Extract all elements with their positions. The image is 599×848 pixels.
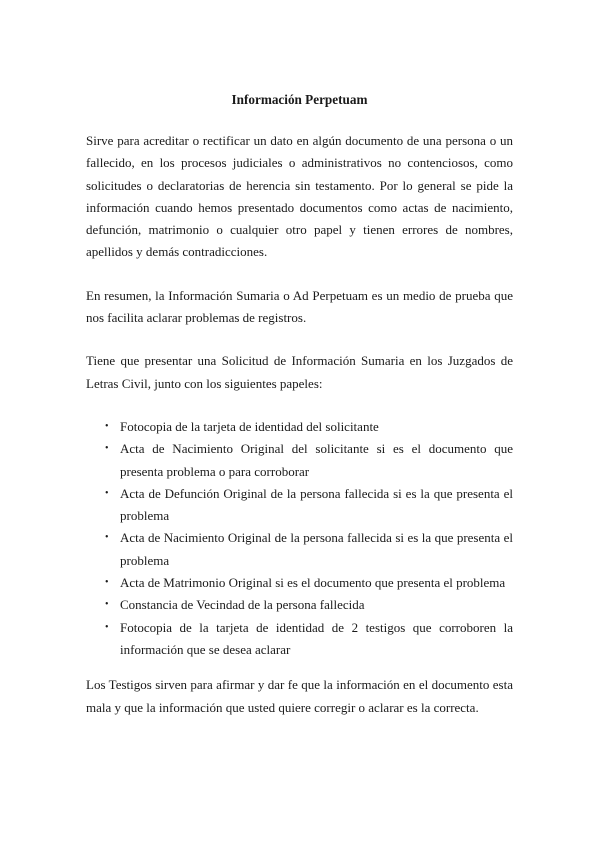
list-item-text: Acta de Nacimiento Original de la persona fallecida si es la que presenta el problema [120,530,513,568]
list-item [86,416,513,438]
bullet-icon: • [105,532,109,544]
list-item [86,572,513,594]
list-item [86,527,513,572]
bullet-icon: • [105,443,109,455]
list-item-text: Acta de Matrimonio Original si es el documento que presenta el problema [120,575,506,591]
paragraph-definition: Sirve para acreditar o rectificar un dato en algún documento de una persona o un fallecido, en los procesos judiciales o administrativos no contenciosos, como solicitudes o declaratorias de herencia sin testamento. Por lo general se pide la información cuando hemos presentado documentos como actas de nacimiento, defunción, matrimonio o cualquier otro papel y tienen errores de nombres, apellidos y demás contradicciones. [86,133,513,260]
list-item-text: Fotocopia de la tarjeta de identidad de 2 testigos que corroboren la información que se desea aclarar [120,619,513,657]
requirements-list [86,416,513,661]
list-item-text: Fotocopia de la tarjeta de identidad del solicitante [120,418,379,434]
bullet-icon: • [105,487,109,499]
bullet-icon: • [105,577,109,589]
paragraph-summary: En resumen, la Información Sumaria o Ad Perpetuam es un medio de prueba que nos facilita aclarar problemas de registros. [86,287,513,326]
bullet-icon: • [105,599,109,611]
document-title: Información Perpetuam [231,92,368,107]
list-item [86,594,513,616]
list-item [86,483,513,528]
list-item [86,438,513,483]
bullet-icon: • [105,420,109,432]
paragraph-instructions: Tiene que presentar una Solicitud de Información Sumaria en los Juzgados de Letras Civil, junto con los siguientes papeles: [86,353,513,391]
paragraph-witnesses: Los Testigos sirven para afirmar y dar fe que la información en el documento esta mala y que la información que usted quiere corregir o aclarar es la correcta. [86,677,513,715]
list-item-text: Acta de Defunción Original de la persona fallecida si es la que presenta el problema [120,485,513,524]
list-item [86,617,513,662]
list-item-text: Acta de Nacimiento Original del solicitante si es el documento que presenta problema o para corroborar [120,441,513,479]
list-item-text: Constancia de Vecindad de la persona fallecida [120,597,365,613]
bullet-icon: • [105,621,109,633]
